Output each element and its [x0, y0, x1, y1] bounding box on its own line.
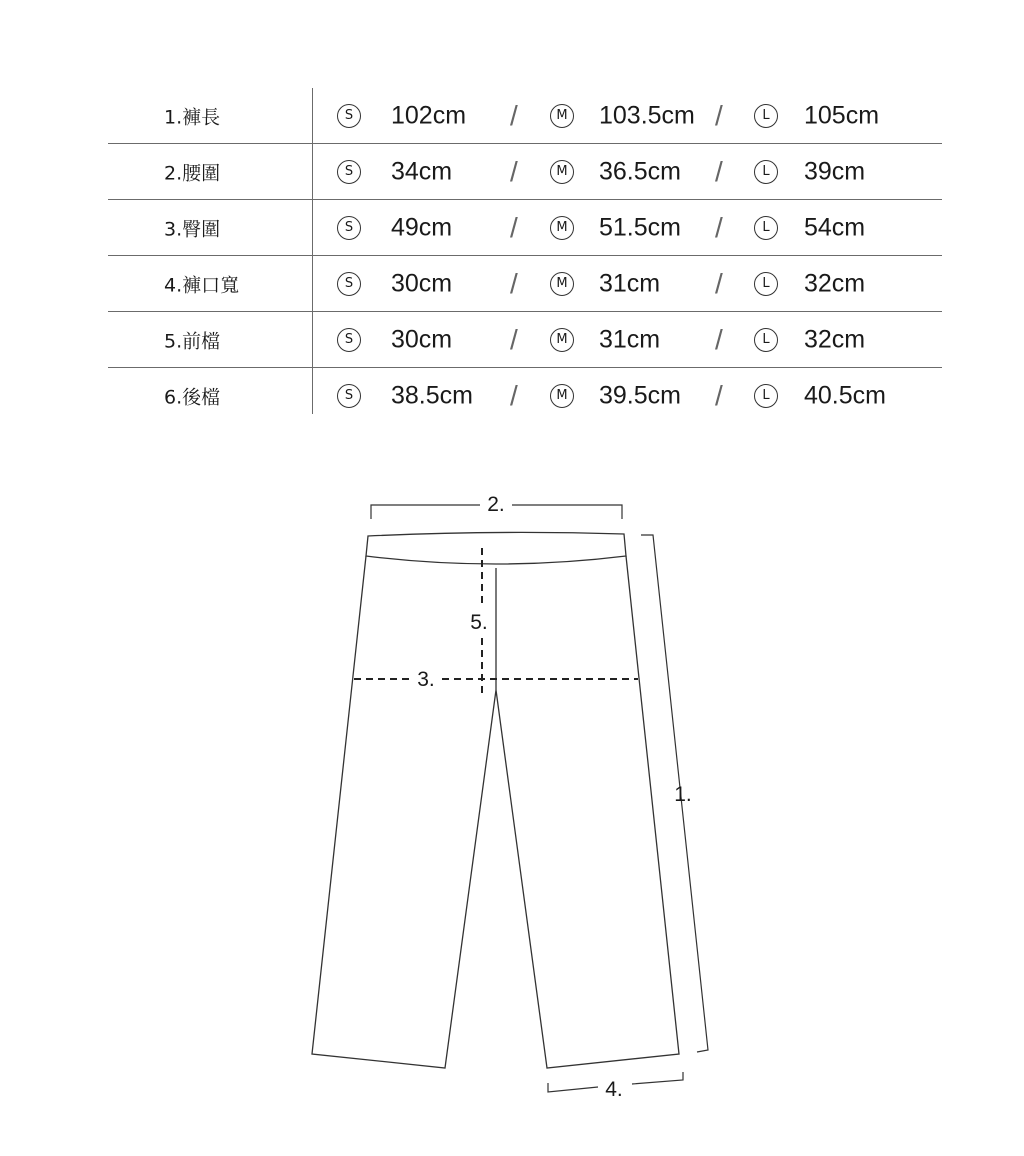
- size-s-badge: S: [337, 384, 361, 408]
- separator-slash: /: [715, 211, 723, 243]
- size-m-badge: M: [550, 160, 574, 184]
- size-s-value: 30cm: [391, 325, 453, 353]
- size-s-value: 102cm: [391, 101, 467, 129]
- size-l-badge: L: [754, 104, 778, 128]
- size-s-value: 49cm: [391, 213, 453, 241]
- size-m-value: 51.5cm: [599, 213, 681, 241]
- size-l-badge: L: [754, 384, 778, 408]
- size-s-badge: S: [337, 160, 361, 184]
- size-m-value: 31cm: [599, 269, 661, 297]
- size-l-badge: L: [754, 216, 778, 240]
- size-l-badge: L: [754, 328, 778, 352]
- size-l-badge: L: [754, 160, 778, 184]
- length-label: 1.: [674, 783, 692, 806]
- size-l-value: 32cm: [804, 325, 866, 353]
- row-label: 1.褲長: [164, 106, 221, 128]
- size-s-value: 30cm: [391, 269, 453, 297]
- hip-label: 3.: [417, 668, 435, 691]
- size-l-value: 40.5cm: [804, 381, 886, 409]
- size-m-value: 36.5cm: [599, 157, 681, 185]
- separator-slash: /: [715, 323, 723, 355]
- row-label: 2.腰圍: [164, 162, 221, 184]
- size-s-value: 34cm: [391, 157, 453, 185]
- size-s-value: 38.5cm: [391, 381, 473, 409]
- size-s-badge: S: [337, 272, 361, 296]
- front-rise-label: 5.: [470, 611, 488, 634]
- size-m-badge: M: [550, 216, 574, 240]
- size-s-badge: S: [337, 104, 361, 128]
- separator-slash: /: [715, 99, 723, 131]
- size-m-badge: M: [550, 104, 574, 128]
- size-m-badge: M: [550, 328, 574, 352]
- size-m-badge: M: [550, 384, 574, 408]
- row-label: 3.臀圍: [164, 218, 221, 240]
- separator-slash: /: [510, 267, 518, 299]
- separator-slash: /: [510, 155, 518, 187]
- hem-label: 4.: [605, 1078, 623, 1101]
- size-l-value: 54cm: [804, 213, 866, 241]
- separator-slash: /: [715, 155, 723, 187]
- waist-label: 2.: [487, 493, 505, 516]
- row-label: 6.後檔: [164, 386, 221, 408]
- separator-slash: /: [510, 99, 518, 131]
- waistband: [366, 532, 626, 564]
- size-l-value: 105cm: [804, 101, 880, 129]
- size-l-badge: L: [754, 272, 778, 296]
- size-m-badge: M: [550, 272, 574, 296]
- size-m-value: 39.5cm: [599, 381, 681, 409]
- size-m-value: 103.5cm: [599, 101, 695, 129]
- separator-slash: /: [510, 379, 518, 411]
- separator-slash: /: [715, 267, 723, 299]
- size-l-value: 32cm: [804, 269, 866, 297]
- row-label: 5.前檔: [164, 330, 221, 352]
- separator-slash: /: [510, 323, 518, 355]
- separator-slash: /: [715, 379, 723, 411]
- size-m-value: 31cm: [599, 325, 661, 353]
- separator-slash: /: [510, 211, 518, 243]
- size-s-badge: S: [337, 328, 361, 352]
- size-l-value: 39cm: [804, 157, 866, 185]
- row-label: 4.褲口寬: [164, 274, 240, 296]
- size-s-badge: S: [337, 216, 361, 240]
